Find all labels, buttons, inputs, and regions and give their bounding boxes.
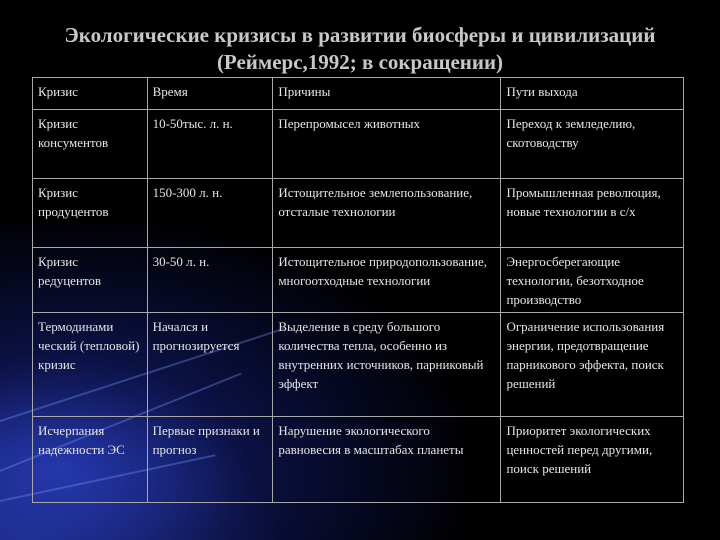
cell-causes: Нарушение экологического равновесия в масштабах планеты bbox=[273, 417, 501, 503]
cell-causes: Истощительное природопользование, многоотходные технологии bbox=[273, 248, 501, 313]
header-causes: Причины bbox=[273, 78, 501, 110]
cell-causes: Выделение в среду большого количества тепла, особенно из внутренних источников, парниковый эффект bbox=[273, 313, 501, 417]
cell-solutions: Переход к земледелию, скотоводству bbox=[501, 110, 684, 179]
cell-crisis: Кризис редуцентов bbox=[33, 248, 148, 313]
cell-causes: Истощительное землепользование, отсталые технологии bbox=[273, 179, 501, 248]
cell-crisis: Термодинами ческий (тепловой) кризис bbox=[33, 313, 148, 417]
cell-crisis: Кризис консументов bbox=[33, 110, 148, 179]
cell-time: Начался и прогнозируется bbox=[147, 313, 273, 417]
table-row bbox=[33, 248, 684, 313]
cell-time: 30-50 л. н. bbox=[147, 248, 273, 313]
cell-solutions: Энергосберегающие технологии, безотходное производство bbox=[501, 248, 684, 313]
crisis-table bbox=[32, 77, 684, 503]
cell-solutions: Промышленная революция, новые технологии в с/х bbox=[501, 179, 684, 248]
cell-crisis: Кризис продуцентов bbox=[33, 179, 148, 248]
cell-solutions: Ограничение использования энергии, предотвращение парникового эффекта, поиск решений bbox=[501, 313, 684, 417]
slide-title: Экологические кризисы в развитии биосферы и цивилизаций (Реймерс,1992; в сокращении) bbox=[64, 23, 656, 74]
table-row bbox=[33, 110, 684, 179]
header-crisis: Кризис bbox=[33, 78, 148, 110]
cell-time: 10-50тыс. л. н. bbox=[147, 110, 273, 179]
table-row bbox=[33, 179, 684, 248]
cell-causes: Перепромысел животных bbox=[273, 110, 501, 179]
cell-crisis: Исчерпания надежности ЭС bbox=[33, 417, 148, 503]
table-row bbox=[33, 313, 684, 417]
header-time: Время bbox=[147, 78, 273, 110]
cell-time: Первые признаки и прогноз bbox=[147, 417, 273, 503]
header-solutions: Пути выхода bbox=[501, 78, 684, 110]
cell-solutions: Приоритет экологических ценностей перед другими, поиск решений bbox=[501, 417, 684, 503]
table-row bbox=[33, 417, 684, 503]
table-header-row bbox=[33, 78, 684, 110]
cell-time: 150-300 л. н. bbox=[147, 179, 273, 248]
